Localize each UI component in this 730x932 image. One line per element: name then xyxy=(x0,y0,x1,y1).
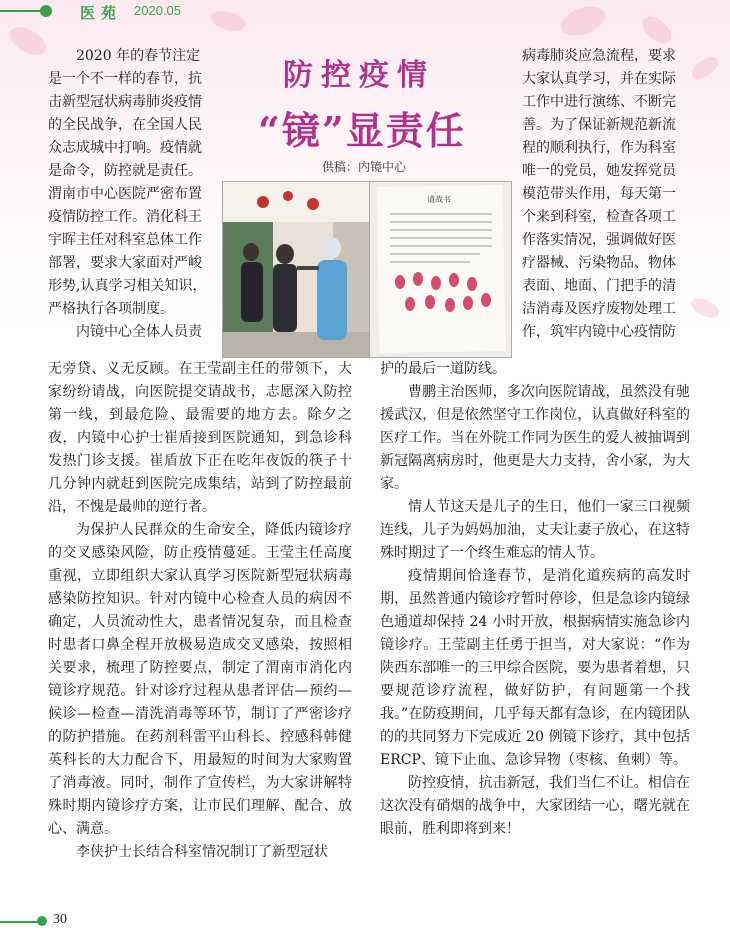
paragraph: 为保护人民群众的生命安全，降低内镜诊疗的交叉感染风险，防止疫情蔓延。王莹主任高度重视，立即组织大家认真学习医院新型冠状病毒感染防控知识。针对内镜中心检查人员的病因不确定，人员流动性大，患者情况复杂，而且检查时患者口鼻全程开放极易造成交叉感染，按照相关要求，梳理了防控要点，制定了渭南市消化内镜诊疗规范。针对诊疗过程从患者评估—预约—候诊—检查—清洗消毒等环节，制订了严密诊疗的防护措施。在药剂科雷平山科长、控感科韩健英科长的大力配合下，用最短的时间为大家购置了消毒液。同时，制作了宣传栏，为大家讲解特殊时期内镜诊疗方案，让市民们理解、配合、放心、满意。 xyxy=(48,522,352,837)
bg-petal xyxy=(557,1,609,41)
text-line: 是命令，防控就是责任。 xyxy=(48,163,202,179)
petition-letter-image xyxy=(370,182,511,357)
article-title-line1: 防控疫情 xyxy=(283,58,435,93)
paragraph: 情人节这天是儿子的生日，他们一家三口视频连线，儿子为妈妈加油，丈夫让妻子放心，在这特殊时期过了一个终生难忘的情人节。 xyxy=(380,499,690,561)
text-line: 渭南市中心医院严密布置 xyxy=(48,186,202,202)
text-line: 程的顺利执行，作为科室 xyxy=(522,140,676,156)
article-column-right-bottom xyxy=(380,358,690,841)
byline: 供稿：内镜中心 xyxy=(322,160,407,174)
article-column-left-top xyxy=(48,45,213,344)
text-line: 形势,认真学习相关知识， xyxy=(48,278,207,294)
text-line: 作落实情况，强调做好医 xyxy=(522,232,676,248)
paragraph: 防控疫情，抗击新冠，我们当仁不让。相信在这次没有硝烟的战争中，大家团结一心，曙光就在眼前，胜利即将到来！ xyxy=(380,775,690,837)
bg-petal xyxy=(208,8,247,35)
petition-heading: 请战书 xyxy=(427,195,451,204)
paragraph: 护的最后一道防线。 xyxy=(380,361,506,377)
photo-petition-letter xyxy=(369,181,512,358)
paragraph: 李侠护士长结合科室情况制订了新型冠状 xyxy=(76,844,328,860)
paragraph: 疫情期间恰逢春节，是消化道疾病的高发时期，虽然普通内镜诊疗暂时停诊，但是急诊内镜绿色通道却保持 24 小时开放，根据病情实施急诊内镜诊疗。王莹副主任勇于担当，对大家说：“作为陕西东部唯一的三甲综合医院，要为患者着想，只要规范诊疗流程，做好防护，有问题第一个找我。”在防疫期间，几乎每天都有急诊，在内镜团队的的共同努力下完成近 20 例镜下诊疗，其中包括 ERCP、镜下止血、急诊异物（枣核、鱼刺）等。 xyxy=(380,568,690,768)
text-line: 宇晖主任对科室总体工作 xyxy=(48,232,202,248)
text-line: 的全民战争，在全国人民 xyxy=(48,117,202,133)
text-line: 击新型冠状病毒肺炎疫情 xyxy=(48,94,202,110)
bg-petal xyxy=(638,11,677,48)
text-line: 作，筑牢内镜中心疫情防 xyxy=(522,324,676,340)
issue-date: 2020.05 xyxy=(134,3,181,18)
article-column-right-top xyxy=(522,45,690,344)
text-line: 工作中进行演练、不断完 xyxy=(522,94,676,110)
text-line: 严格执行各项制度。 xyxy=(48,301,174,317)
header-dot-icon xyxy=(40,5,52,17)
paragraph: 曹鹏主治医师，多次向医院请战，虽然没有驰援武汉，但是依然坚守工作岗位，认真做好科室的医疗工作。当在外院工作同为医生的爱人被抽调到新冠隔离病房时，他更是大力支持，舍小家，为大家。 xyxy=(380,384,690,492)
text-line: 洁消毒及医疗废物处理工 xyxy=(522,301,676,317)
text-line: 内镜中心全体人员责 xyxy=(76,324,202,340)
text-line: 唯一的党员，她发挥党员 xyxy=(522,163,676,179)
text-line: 部署，要求大家面对严峻 xyxy=(48,255,202,271)
text-line: 疫情防控工作。消化科王 xyxy=(48,209,202,225)
text-line: 个来到科室，检查各项工 xyxy=(522,209,676,225)
text-line: 模范带头作用，每天第一 xyxy=(522,186,676,202)
bg-petal xyxy=(5,21,51,60)
text-line: 众志成城中打响。疫情就 xyxy=(48,140,202,156)
article-column-left-bottom xyxy=(48,358,352,864)
bg-petal xyxy=(688,53,722,83)
article-title-line2: “镜”显责任 xyxy=(258,108,466,153)
photo-temperature-check xyxy=(222,181,371,358)
text-line: 是一个不一样的春节，抗 xyxy=(48,71,202,87)
page-number: 30 xyxy=(53,912,67,927)
text-line: 善。为了保证新规范新流 xyxy=(522,117,676,133)
text-line: 表面、地面、门把手的清 xyxy=(522,278,676,294)
text-line: 疗器械、污染物品、物体 xyxy=(522,255,676,271)
photo-temperature-check-image xyxy=(223,182,370,357)
paragraph: 无旁贷、义无反顾。在王莹副主任的带领下，大家纷纷请战，向医院提交请战书，志愿深入防控第一线，到最危险、最需要的地方去。除夕之夜，内镜中心护士崔盾接到医院通知，到急诊科发热门诊支援。崔盾放下正在吃年夜饭的筷子十几分钟内就赶到医院完成集结，站到了防控最前沿，不愧是最帅的逆行者。 xyxy=(48,361,352,515)
text-line: 病毒肺炎应急流程，要求 xyxy=(522,48,676,64)
bg-petal xyxy=(688,294,722,321)
section-label: 医苑 xyxy=(80,4,123,22)
text-line: 2020 年的春节注定 xyxy=(76,48,201,64)
text-line: 大家认真学习，并在实际 xyxy=(522,71,676,87)
footer-dot-icon xyxy=(37,916,47,926)
